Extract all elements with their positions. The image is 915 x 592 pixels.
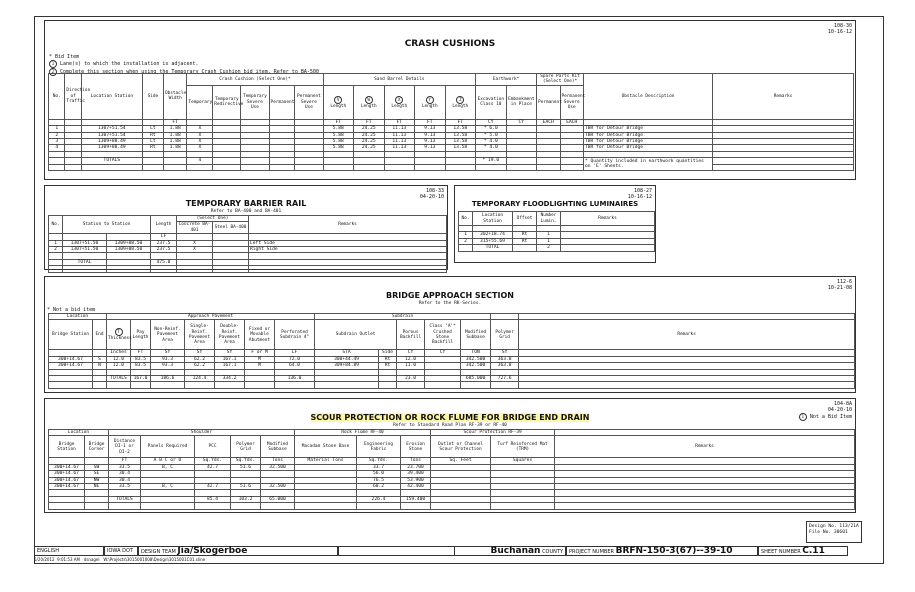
crash-cell: 3 <box>49 139 65 145</box>
scour-cell: 51.6 <box>231 484 261 490</box>
scour-header-remarks: Remarks <box>555 436 855 458</box>
scour-header-macadam: Macadam Stone Base <box>295 436 357 458</box>
crash-totals-row: TOTALS 4 * 19.0 * Quantity included in earthwork quantities on 'E' Sheets. <box>49 158 854 164</box>
barrier-cell: X <box>177 240 213 246</box>
scour-header-erosion: Erosion Stone <box>401 436 431 458</box>
approach-cell: 300+14.67 <box>49 363 93 369</box>
crash-header-temporary: Temporary <box>187 85 213 119</box>
approach-header-thickness: T Thickness <box>107 320 131 350</box>
scour-cell: B, C <box>141 484 195 490</box>
approach-cell: 12.0 <box>397 356 425 362</box>
crash-cell: * 4.0 <box>476 145 507 151</box>
approach-header-abutment: Fixed or Movable Abutment <box>245 320 275 350</box>
flood-cell: 1 <box>537 232 561 238</box>
crash-cell: 1309+88.49 <box>81 139 142 145</box>
floodlighting-section <box>454 185 656 263</box>
crash-header-temp-redirective: Temporary Redirective <box>213 85 241 119</box>
approach-totals-row: TOTALS 167.0 186.6 124.4 334.2 136.0 23.0 685.000 727.6 <box>49 376 855 382</box>
flood-header-location: Location Station <box>473 212 513 226</box>
barrier-rows <box>49 240 447 253</box>
crash-notes: * Bid Item 1 Lane(s) to which the installation is adjacent. 2 Complete this section when using the Temporary Crash Cushion bid item. Refer to BA-500 <box>49 54 319 75</box>
approach-group-location: Location <box>49 314 107 320</box>
barrier-table: No. Station to Station Length (Select One) Remarks Concrete BA-401 Steel BA-400 LF 1 1307+51.50 1309+88.50 237.5 X Left Side 2 1307+51.50 1309+88.50 237.5 X Right Side TOTAL 475.0 <box>48 215 447 273</box>
barrier-cell: 1309+88.50 <box>107 247 151 253</box>
crash-cell: 1.88 <box>163 139 186 145</box>
crash-header-spare-perm: Permanent <box>537 85 560 119</box>
approach-cell: S <box>93 356 107 362</box>
crash-header-length-y: Y Length <box>415 85 446 119</box>
scour-header-distance: Distance DI-1 or DI-2 <box>109 436 141 458</box>
approach-cell: N <box>93 363 107 369</box>
approach-cell: M <box>245 363 275 369</box>
crash-group-cushion: Crash Cushion (Select One)* <box>187 74 323 86</box>
scour-table <box>48 429 855 510</box>
approach-cell: 93.3 <box>151 356 185 362</box>
scour-group-shoulder: Shoulder <box>109 430 295 436</box>
flood-cell: 2 <box>459 238 473 244</box>
approach-cell: 167.1 <box>215 363 245 369</box>
barrier-header-no: No. <box>49 216 63 234</box>
footer-design-team: DESIGN TEAM Jia/Skogerboe <box>138 546 338 556</box>
approach-cell: 72.0 <box>275 356 315 362</box>
approach-header-polymer: Polymer Grid <box>491 320 519 350</box>
crash-header-length-w: W Length <box>354 85 385 119</box>
barrier-header-remarks: Remarks <box>249 216 447 234</box>
scour-header-station: Bridge Station <box>49 436 85 458</box>
scour-cell: 32.500 <box>261 484 295 490</box>
crash-cell: 1307+51.54 <box>81 126 142 132</box>
approach-header-single: Single-Reinf. Pavement Area <box>185 320 215 350</box>
crash-header-location: Location Station <box>81 74 142 120</box>
approach-cell: 64.0 <box>275 363 315 369</box>
scour-units-row: FT A B C or D Sq.Yds. Sq.Yds. Tons Material Tons Sq.Yds. Tons Sq. Feet Squares <box>49 458 855 464</box>
crash-cell: Lt <box>142 139 163 145</box>
approach-header-outlet: Subdrain Outlet <box>315 320 397 350</box>
scour-cell: 53.900 <box>401 477 431 483</box>
footer-dot: IOWA DOT <box>104 546 138 556</box>
approach-cell: 342.500 <box>461 356 491 362</box>
crash-header-remarks: Remarks <box>713 74 854 120</box>
approach-table <box>48 313 855 389</box>
approach-header-crushed: Class 'A'* Crushed Stone Backfill <box>425 320 461 350</box>
scour-cell: 23.700 <box>401 464 431 470</box>
scour-subtitle: Refer to Standard Road Plan RF-39 or RF-40 <box>393 423 507 428</box>
flood-cell: 302+18.74 <box>473 232 513 238</box>
approach-cell: 83.5 <box>131 363 151 369</box>
scour-cell: 32.500 <box>261 464 295 470</box>
scour-header-polymer: Polymer Grid <box>231 436 261 458</box>
crash-cell: 11.13 <box>384 139 415 145</box>
approach-cell: 62.2 <box>185 356 215 362</box>
approach-header-remarks: Remarks <box>519 320 855 350</box>
approach-code: 112-6 10-21-08 <box>827 279 852 291</box>
barrier-rail-section <box>44 185 448 270</box>
scour-header-panels: Panels Required <box>141 436 195 458</box>
barrier-header-length: Length <box>151 216 177 234</box>
crash-cell: 9.13 <box>415 145 446 151</box>
crash-cell: 24.25 <box>354 139 385 145</box>
scour-header-outlet: Outlet or Channel Scour Protection <box>431 436 491 458</box>
scour-cell: 33.5 <box>109 484 141 490</box>
crash-cell: 11.13 <box>384 132 415 138</box>
crash-cell: 13.58 <box>445 132 476 138</box>
flood-cell: 315+55.69 <box>473 238 513 244</box>
crash-header-width: Obstacle Width <box>163 74 186 120</box>
crash-header-spare-severe: Permanent Severe Use <box>560 85 583 119</box>
barrier-subtitle: Refer to BA-400 and BA-401 <box>210 209 282 214</box>
barrier-cell: Right Side <box>249 247 447 253</box>
approach-header-perforated: Perforated Subdrain 4" <box>275 320 315 350</box>
crash-cell: 5.88 <box>323 132 354 138</box>
crash-header-length-v: V Length <box>323 85 354 119</box>
crash-units-row: FT FT FT FT FT FT CY CY EACH EACH <box>49 119 854 125</box>
approach-cell: 363.8 <box>491 363 519 369</box>
crash-cell: 11.13 <box>384 126 415 132</box>
crash-cell: 1.88 <box>163 126 186 132</box>
crash-cell: 9.13 <box>415 132 446 138</box>
barrier-cell: 1307+51.50 <box>63 240 107 246</box>
scour-cell: 33.7 <box>357 464 401 470</box>
crash-cell: 1307+51.54 <box>81 132 142 138</box>
design-number-box <box>806 521 862 543</box>
approach-group-pavement: Approach Pavement <box>107 314 315 320</box>
crash-cell: 2 <box>49 132 65 138</box>
approach-header-station: Bridge Station <box>49 320 93 350</box>
file-number: File No. 30601 <box>809 530 848 535</box>
scour-cell: 42.7 <box>195 484 231 490</box>
bridge-approach-section <box>44 276 856 393</box>
scour-header-fabric: Engineering Fabric <box>357 436 401 458</box>
barrier-header-concrete: Concrete BA-401 <box>177 222 213 234</box>
flood-header-no: No. <box>459 212 473 226</box>
scour-cell: 42.400 <box>401 484 431 490</box>
crash-cell: 24.25 <box>354 132 385 138</box>
barrier-cell: 237.5 <box>151 247 177 253</box>
crash-cell: * 4.0 <box>476 139 507 145</box>
approach-title: BRIDGE APPROACH SECTION <box>386 291 514 300</box>
approach-cell: M <box>245 356 275 362</box>
barrier-title: TEMPORARY BARRIER RAIL <box>185 199 307 208</box>
crash-cell: * 5.0 <box>476 132 507 138</box>
approach-header-porous: Porous Backfill <box>397 320 425 350</box>
approach-cell: 363.8 <box>491 356 519 362</box>
approach-cell: 342.500 <box>461 363 491 369</box>
barrier-header-select: (Select One) <box>177 216 249 222</box>
scour-rows <box>49 464 855 490</box>
crash-header-temp-severe: Temporary Severe Use <box>241 85 269 119</box>
approach-cell: Rt <box>379 363 397 369</box>
crash-header-side: Side <box>142 74 163 120</box>
scour-header-pcc: PCC <box>195 436 231 458</box>
approach-cell: 11.0 <box>397 363 425 369</box>
crash-cell: 1.88 <box>163 145 186 151</box>
scour-cell: B, C <box>141 464 195 470</box>
scour-cell: 33.5 <box>109 464 141 470</box>
crash-group-sand: Sand Barrel Details <box>323 74 476 86</box>
crash-cell: X <box>187 139 213 145</box>
crash-header-length-x: X Length <box>384 85 415 119</box>
scour-totals-row: TOTALS 85.4 103.2 65.000 226.4 159.400 <box>49 496 855 502</box>
crash-header-length-z: Z Length <box>445 85 476 119</box>
approach-cell: 167.1 <box>215 356 245 362</box>
approach-note: * Not a bid item <box>47 307 96 313</box>
approach-rows <box>49 356 855 369</box>
flood-cell: 1 <box>459 232 473 238</box>
crash-cell: X <box>187 145 213 151</box>
crash-cell: 24.25 <box>354 126 385 132</box>
approach-cell: 300+14.67 <box>49 356 93 362</box>
crash-table <box>48 73 854 171</box>
barrier-cell: 237.5 <box>151 240 177 246</box>
crash-cell: X <box>187 132 213 138</box>
footer-english: ENGLISH <box>34 546 104 556</box>
crash-footnote: * Quantity included in earthwork quantities on 'E' Sheets. <box>583 158 712 171</box>
crash-cell: 13.58 <box>445 145 476 151</box>
scour-cell: 300+14.67 <box>49 464 85 470</box>
approach-cell: 300+44.49 <box>315 356 379 362</box>
crash-header-embankment: Embankment in Place <box>506 85 537 119</box>
footer-project: PROJECT NUMBER BRFN-150-3(67)--39-10 <box>566 546 758 556</box>
flood-total-row: TOTAL 2 <box>459 245 655 251</box>
scour-note: 1 Not a Bid Item <box>799 413 852 421</box>
scour-cell: SE <box>85 471 109 477</box>
flood-code: 108-27 10-16-12 <box>627 188 652 200</box>
crash-cushions-section <box>44 20 856 180</box>
approach-header-end: End <box>93 320 107 350</box>
crash-cell: 9.13 <box>415 139 446 145</box>
crash-cell: 5.88 <box>323 145 354 151</box>
scour-cell: 51.6 <box>231 464 261 470</box>
barrier-header-station: Station to Station <box>63 216 151 234</box>
flood-rows <box>459 232 655 245</box>
scour-cell: 56.0 <box>357 471 401 477</box>
scour-group-rock: Rock Flume RF-40 <box>295 430 431 436</box>
crash-group-spare: Spare Parts Kit (Select One)* <box>537 74 584 86</box>
barrier-cell: X <box>177 247 213 253</box>
barrier-cell: 2 <box>49 247 63 253</box>
barrier-code: 108-33 04-20-10 <box>419 188 444 200</box>
crash-cell: 9.13 <box>415 126 446 132</box>
approach-units-row: Inches FT SY SY SY F or M LF STA Side CY CY TON SY <box>49 350 855 356</box>
crash-cell: TBR for Detour Bridge <box>583 139 712 145</box>
scour-cell: NE <box>85 484 109 490</box>
crash-cell: 5.88 <box>323 139 354 145</box>
crash-group-earth: Earthwork* <box>476 74 537 86</box>
scour-cell: NW <box>85 477 109 483</box>
scour-header-trm: Turf Reinforced Mat (TRM) <box>491 436 555 458</box>
crash-header-direction: Direction of Traffic <box>65 74 81 120</box>
flood-table <box>458 211 655 252</box>
flood-cell: 1 <box>537 238 561 244</box>
flood-header-offset: Offset <box>513 212 537 226</box>
crash-cell: * 6.0 <box>476 126 507 132</box>
crash-rows <box>49 126 854 152</box>
scour-protection-section <box>44 398 856 513</box>
approach-header-pay-length: Pay Length <box>131 320 151 350</box>
scour-cell: 60.2 <box>357 484 401 490</box>
scour-cell: 300+14.67 <box>49 477 85 483</box>
barrier-cell: 1 <box>49 240 63 246</box>
crash-header-obstacle: Obstacle Description <box>583 74 712 120</box>
scour-cell: 42.7 <box>195 464 231 470</box>
crash-cell: Lt <box>142 126 163 132</box>
scour-header-subbase: Modified Subbase <box>261 436 295 458</box>
footer-file-info: 5/20/2012 9:01:53 AM dsnagel W:\Projects\3015001008\Design\3015001C01.sline <box>34 557 206 562</box>
approach-header-subbase: Modified Subbase <box>461 320 491 350</box>
barrier-cell: 1309+88.50 <box>107 240 151 246</box>
scour-cell: 300+14.67 <box>49 471 85 477</box>
barrier-cell: 1307+51.50 <box>63 247 107 253</box>
scour-cell: 300+14.67 <box>49 484 85 490</box>
approach-cell: 83.5 <box>131 356 151 362</box>
crash-header-permanent: Permanent <box>269 85 295 119</box>
crash-cell: 13.58 <box>445 126 476 132</box>
approach-cell: 309+84.89 <box>315 363 379 369</box>
crash-header-no: No. <box>49 74 65 120</box>
footer-county: Buchanan COUNTY <box>454 546 566 556</box>
approach-cell: 12.0 <box>107 363 131 369</box>
scour-group-scour: Scour Protection RF-39 <box>431 430 555 436</box>
design-number: Design No. 113/21A <box>809 524 859 529</box>
approach-cell: 62.2 <box>185 363 215 369</box>
crash-header-excavation: Excavation Class 10 <box>476 85 507 119</box>
approach-header-nonreinf: Non-Reinf. Pavement Area <box>151 320 185 350</box>
crash-cell: Rt <box>142 132 163 138</box>
barrier-header-steel: Steel BA-400 <box>213 222 249 234</box>
crash-cell: 1 <box>49 126 65 132</box>
approach-cell: 12.0 <box>107 356 131 362</box>
crash-cell: TBR for Detour Bridge <box>583 126 712 132</box>
flood-title: TEMPORARY FLOODLIGHTING LUMINAIRES <box>471 200 639 208</box>
barrier-cell: Left Side <box>249 240 447 246</box>
footer-sheet: SHEET NUMBER C.11 <box>758 546 848 556</box>
crash-cell: 1.88 <box>163 132 186 138</box>
scour-cell: 30.4 <box>109 471 141 477</box>
scour-group-location: Location <box>49 430 109 436</box>
scour-cell: 30.4 <box>109 477 141 483</box>
flood-header-number: Number Lumin. <box>537 212 561 226</box>
approach-subtitle: Refer to the RK-Series. <box>418 301 482 306</box>
crash-cell: X <box>187 126 213 132</box>
crash-cell: 1309+88.49 <box>81 145 142 151</box>
flood-cell: Rt <box>513 232 537 238</box>
crash-code: 108-30 10-16-12 <box>827 23 852 35</box>
approach-group-subdrain: Subdrain <box>315 314 491 320</box>
crash-cell: 13.58 <box>445 139 476 145</box>
scour-title: SCOUR PROTECTION OR ROCK FLUME FOR BRIDGE END DRAIN <box>310 413 590 422</box>
crash-cell: 4 <box>49 145 65 151</box>
title-block <box>34 546 884 566</box>
flood-cell: Rt <box>513 238 537 244</box>
approach-header-double: Double-Reinf. Pavement Area <box>215 320 245 350</box>
scour-cell: SW <box>85 464 109 470</box>
scour-cell: 76.5 <box>357 477 401 483</box>
crash-cell: TBR for Detour Bridge <box>583 132 712 138</box>
crash-title: CRASH CUSHIONS <box>404 39 496 49</box>
flood-header-remarks: Remarks <box>561 212 655 226</box>
crash-cell: Rt <box>142 145 163 151</box>
approach-cell: Rt <box>379 356 397 362</box>
scour-header-corner: Bridge Corner <box>85 436 109 458</box>
crash-cell: TBR for Detour Bridge <box>583 145 712 151</box>
crash-cell: 11.13 <box>384 145 415 151</box>
crash-cell: 5.88 <box>323 126 354 132</box>
barrier-total-row: TOTAL 475.0 <box>49 259 447 265</box>
crash-header-perm-severe: Permanent Severe Use <box>295 85 323 119</box>
scour-code: 104-8A 04-20-10 <box>827 401 852 413</box>
crash-cell: 24.25 <box>354 145 385 151</box>
scour-cell: 39.400 <box>401 471 431 477</box>
approach-cell: 93.3 <box>151 363 185 369</box>
